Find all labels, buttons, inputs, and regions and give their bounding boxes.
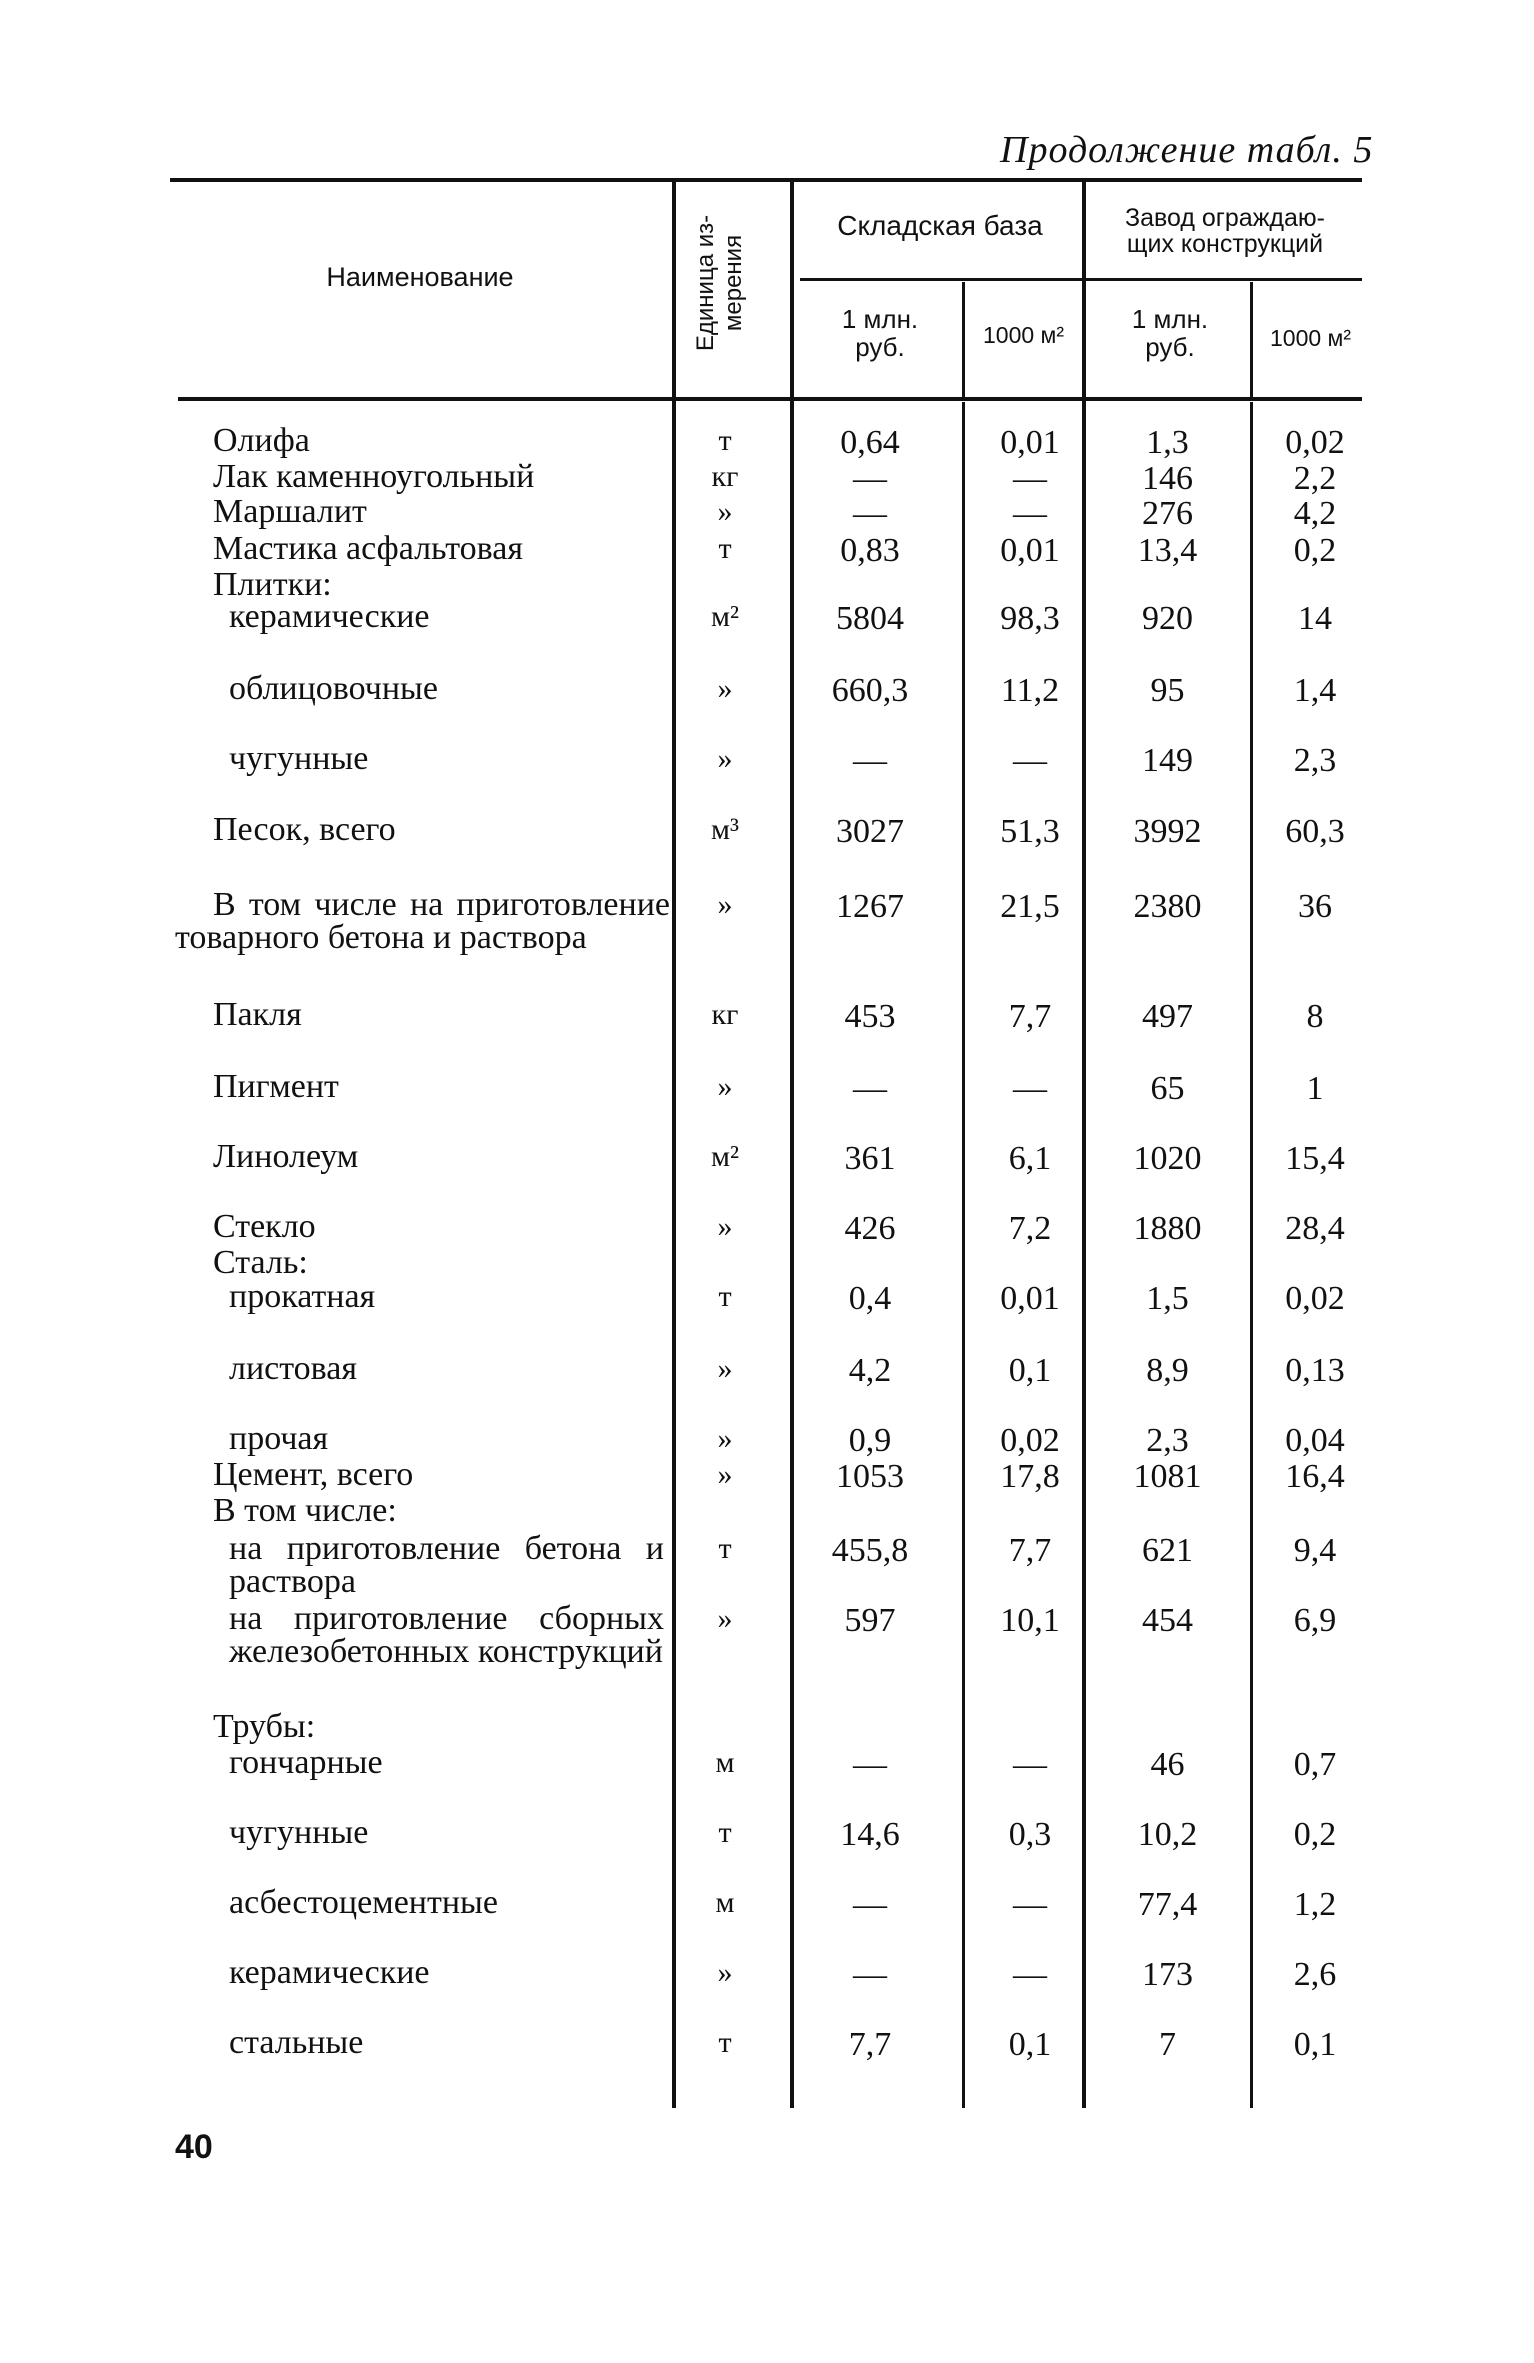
row-value-plant-1000m2: 2,6 (1293, 1956, 1337, 1993)
row-value-warehouse-1000m2: 7,7 (1008, 1532, 1052, 1569)
row-name: Лак каменноугольный (213, 458, 535, 495)
header-sub-mln-rub-1: 1 млн. руб. (841, 304, 919, 362)
row-unit: » (717, 1602, 733, 1635)
row-unit: » (717, 495, 733, 528)
row-value-plant-mln: 8,9 (1146, 1352, 1189, 1389)
header-name: Наименование (326, 262, 514, 292)
row-name: Пакля (213, 996, 302, 1033)
row-value-warehouse-mln: — (853, 1746, 887, 1783)
row-value-plant-mln: 46 (1150, 1746, 1185, 1783)
row-value-plant-mln: 920 (1142, 600, 1193, 637)
row-unit: т (718, 1816, 732, 1849)
row-name: асбестоцементные (229, 1884, 498, 1921)
row-value-plant-mln: 1880 (1133, 1210, 1202, 1247)
row-value-warehouse-mln: 14,6 (840, 1816, 900, 1853)
row-name: гончарные (229, 1744, 383, 1781)
row-value-warehouse-mln: 5804 (836, 600, 904, 637)
row-value-warehouse-1000m2: 6,1 (1008, 1140, 1052, 1177)
col-rule-body-3 (1250, 402, 1253, 2108)
row-value-warehouse-1000m2: 0,1 (1008, 1352, 1052, 1389)
row-value-plant-mln: 10,2 (1137, 1816, 1198, 1853)
row-value-plant-1000m2: 16,4 (1285, 1458, 1345, 1495)
row-value-plant-1000m2: 4,2 (1293, 495, 1337, 532)
row-value-warehouse-mln: — (853, 1886, 887, 1923)
row-value-warehouse-mln: 3027 (836, 813, 904, 850)
row-value-warehouse-mln: 660,3 (831, 672, 909, 709)
row-value-warehouse-1000m2: 11,2 (1000, 672, 1060, 709)
row-value-warehouse-mln: 4,2 (848, 1352, 892, 1389)
row-value-plant-mln: 621 (1142, 1532, 1193, 1569)
col-rule-body-1 (962, 402, 965, 2108)
row-name: Цемент, всего (213, 1456, 414, 1493)
row-unit: м³ (711, 813, 739, 846)
row-unit: » (717, 888, 733, 921)
row-name: прокатная (229, 1278, 376, 1315)
row-name: Маршалит (213, 493, 367, 530)
row-value-plant-1000m2: 8 (1306, 998, 1324, 1035)
header-group-warehouse: Складская база (837, 210, 1043, 241)
row-unit: » (717, 1352, 733, 1385)
row-unit: м (715, 1886, 735, 1919)
row-value-plant-1000m2: 36 (1298, 888, 1332, 925)
row-value-warehouse-mln: — (853, 495, 887, 532)
row-value-plant-1000m2: 2,3 (1293, 742, 1337, 779)
page-number: 40 (175, 2128, 213, 2166)
row-name: В том числе: (213, 1492, 397, 1529)
row-unit: » (717, 1422, 733, 1455)
row-value-plant-1000m2: 1,4 (1293, 672, 1337, 709)
row-name: Пигмент (213, 1068, 339, 1105)
row-value-warehouse-1000m2: 98,3 (1000, 600, 1060, 637)
row-unit: » (717, 1210, 733, 1243)
row-unit: т (718, 1532, 732, 1565)
row-unit: кг (711, 998, 739, 1031)
row-name: чугунные (229, 1814, 369, 1851)
row-value-warehouse-mln: 597 (844, 1602, 896, 1639)
row-value-plant-1000m2: 0,1 (1293, 2026, 1337, 2063)
row-value-warehouse-mln: 1267 (836, 888, 904, 925)
row-unit: » (717, 672, 733, 705)
row-value-plant-1000m2: 1 (1306, 1070, 1324, 1107)
row-name: В том числе на приготовление товарного бетона и раствора (175, 886, 670, 956)
row-value-plant-mln: 276 (1142, 495, 1193, 532)
row-unit: » (717, 1956, 733, 1989)
row-value-warehouse-mln: 0,9 (848, 1422, 892, 1459)
row-value-plant-mln: 497 (1142, 998, 1193, 1035)
row-unit: т (718, 532, 732, 565)
header-group-plant: Завод ограждаю- щих конструкций (1124, 204, 1325, 258)
row-value-plant-mln: 65 (1150, 1070, 1185, 1107)
row-value-plant-1000m2: 6,9 (1293, 1602, 1337, 1639)
row-value-warehouse-mln: 7,7 (848, 2026, 892, 2063)
row-value-plant-mln: 95 (1150, 672, 1185, 709)
row-value-warehouse-1000m2: 51,3 (1000, 813, 1060, 850)
row-value-plant-mln: 2,3 (1146, 1422, 1189, 1459)
row-name: Линолеум (213, 1138, 359, 1175)
row-value-plant-1000m2: 2,2 (1293, 460, 1337, 497)
row-unit: м² (711, 600, 739, 633)
row-name: стальные (229, 2024, 364, 2061)
row-value-warehouse-1000m2: 21,5 (1000, 888, 1060, 925)
row-unit: м (715, 1746, 735, 1779)
row-value-warehouse-mln: — (853, 1070, 887, 1107)
header-sub-mln-rub-2: 1 млн. руб. (1131, 304, 1209, 362)
row-value-warehouse-1000m2: 10,1 (1000, 1602, 1060, 1639)
header-sub-1000m2-2: 1000 м² (1269, 325, 1352, 351)
row-value-plant-mln: 146 (1142, 460, 1193, 497)
row-unit: м² (711, 1140, 739, 1173)
row-value-warehouse-1000m2: 0,01 (1000, 1280, 1060, 1317)
row-value-plant-1000m2: 0,02 (1285, 1280, 1345, 1317)
header-unit (660, 178, 780, 388)
row-value-warehouse-1000m2: — (1013, 495, 1047, 532)
row-value-warehouse-mln: — (853, 460, 887, 497)
row-name: Трубы: (213, 1708, 316, 1745)
row-name: Плитки: (213, 566, 332, 603)
row-value-plant-1000m2: 28,4 (1285, 1210, 1345, 1247)
row-value-warehouse-1000m2: 0,3 (1008, 1816, 1052, 1853)
row-value-warehouse-mln: — (853, 1956, 887, 1993)
row-unit: т (718, 1280, 732, 1313)
row-name: Сталь: (213, 1244, 308, 1281)
row-value-plant-1000m2: 0,7 (1293, 1746, 1337, 1783)
group-header-rule (800, 278, 1362, 281)
row-value-plant-mln: 1,5 (1146, 1280, 1189, 1317)
row-name: Песок, всего (213, 811, 396, 848)
row-value-warehouse-1000m2: 0,01 (1000, 532, 1060, 569)
row-value-warehouse-mln: 1053 (836, 1458, 904, 1495)
row-value-plant-mln: 2380 (1133, 888, 1202, 925)
row-value-plant-mln: 173 (1142, 1956, 1193, 1993)
row-value-warehouse-1000m2: — (1013, 1956, 1047, 1993)
row-unit: » (717, 1458, 733, 1491)
row-value-warehouse-1000m2: — (1013, 742, 1047, 779)
row-name: Олифа (213, 422, 310, 459)
row-unit: т (718, 2026, 732, 2059)
row-value-warehouse-mln: 426 (844, 1210, 896, 1247)
row-value-warehouse-mln: 455,8 (831, 1532, 909, 1569)
row-value-plant-mln: 3992 (1133, 813, 1202, 850)
row-value-warehouse-mln: 0,4 (848, 1280, 892, 1317)
row-value-plant-1000m2: 60,3 (1285, 813, 1345, 850)
row-value-plant-mln: 1020 (1133, 1140, 1202, 1177)
row-name: Стекло (213, 1208, 316, 1245)
row-value-plant-1000m2: 0,04 (1285, 1422, 1345, 1459)
row-name: листовая (229, 1350, 357, 1387)
row-value-warehouse-1000m2: 7,2 (1008, 1210, 1052, 1247)
row-value-plant-1000m2: 0,2 (1293, 532, 1337, 569)
row-value-warehouse-mln: — (853, 742, 887, 779)
row-value-plant-mln: 7 (1159, 2026, 1176, 2063)
row-unit: » (717, 742, 733, 775)
row-unit: т (718, 424, 732, 457)
row-value-warehouse-mln: 0,64 (840, 424, 900, 461)
row-name: керамические (229, 598, 430, 635)
row-name: прочая (229, 1420, 329, 1457)
row-value-warehouse-mln: 453 (844, 998, 896, 1035)
row-value-plant-mln: 77,4 (1137, 1886, 1198, 1923)
row-unit: » (717, 1070, 733, 1103)
row-value-warehouse-1000m2: 0,02 (1000, 1422, 1060, 1459)
col-rule-unit-right (790, 178, 794, 2108)
row-name: керамические (229, 1954, 430, 1991)
row-value-plant-mln: 149 (1142, 742, 1193, 779)
row-value-plant-mln: 1081 (1133, 1458, 1202, 1495)
row-value-plant-1000m2: 0,13 (1285, 1352, 1345, 1389)
row-value-warehouse-1000m2: 0,1 (1008, 2026, 1052, 2063)
row-value-plant-mln: 1,3 (1146, 424, 1189, 461)
row-value-warehouse-1000m2: — (1013, 1746, 1047, 1783)
row-value-plant-1000m2: 14 (1298, 600, 1332, 637)
row-value-plant-mln: 13,4 (1137, 532, 1198, 569)
header-bottom-rule (178, 397, 1362, 401)
row-name: на приготовление сборных железобетонных конструкций (229, 1600, 664, 1670)
row-value-plant-1000m2: 1,2 (1293, 1886, 1337, 1923)
row-name: Мастика асфальтовая (213, 530, 524, 567)
row-value-plant-1000m2: 0,02 (1285, 424, 1345, 461)
row-value-warehouse-1000m2: 17,8 (1000, 1458, 1060, 1495)
row-unit: кг (711, 460, 739, 493)
row-value-warehouse-1000m2: 0,01 (1000, 424, 1060, 461)
row-name: чугунные (229, 740, 369, 777)
row-value-plant-1000m2: 0,2 (1293, 1816, 1337, 1853)
row-name: на приготовление бетона и раствора (229, 1530, 664, 1600)
row-value-warehouse-1000m2: — (1013, 1886, 1047, 1923)
row-value-warehouse-1000m2: — (1013, 460, 1047, 497)
row-value-warehouse-mln: 361 (844, 1140, 896, 1177)
header-sub-1000m2-1: 1000 м² (982, 322, 1065, 348)
row-value-warehouse-1000m2: 7,7 (1008, 998, 1052, 1035)
row-value-warehouse-mln: 0,83 (840, 532, 900, 569)
row-value-warehouse-1000m2: — (1013, 1070, 1047, 1107)
row-name: облицовочные (229, 670, 438, 707)
header-unit-label: Единица из- мерения (692, 214, 747, 352)
row-value-plant-mln: 454 (1142, 1602, 1193, 1639)
row-value-plant-1000m2: 9,4 (1293, 1532, 1337, 1569)
table-caption: Продолжение табл. 5 (1000, 129, 1374, 171)
row-value-plant-1000m2: 15,4 (1285, 1140, 1345, 1177)
